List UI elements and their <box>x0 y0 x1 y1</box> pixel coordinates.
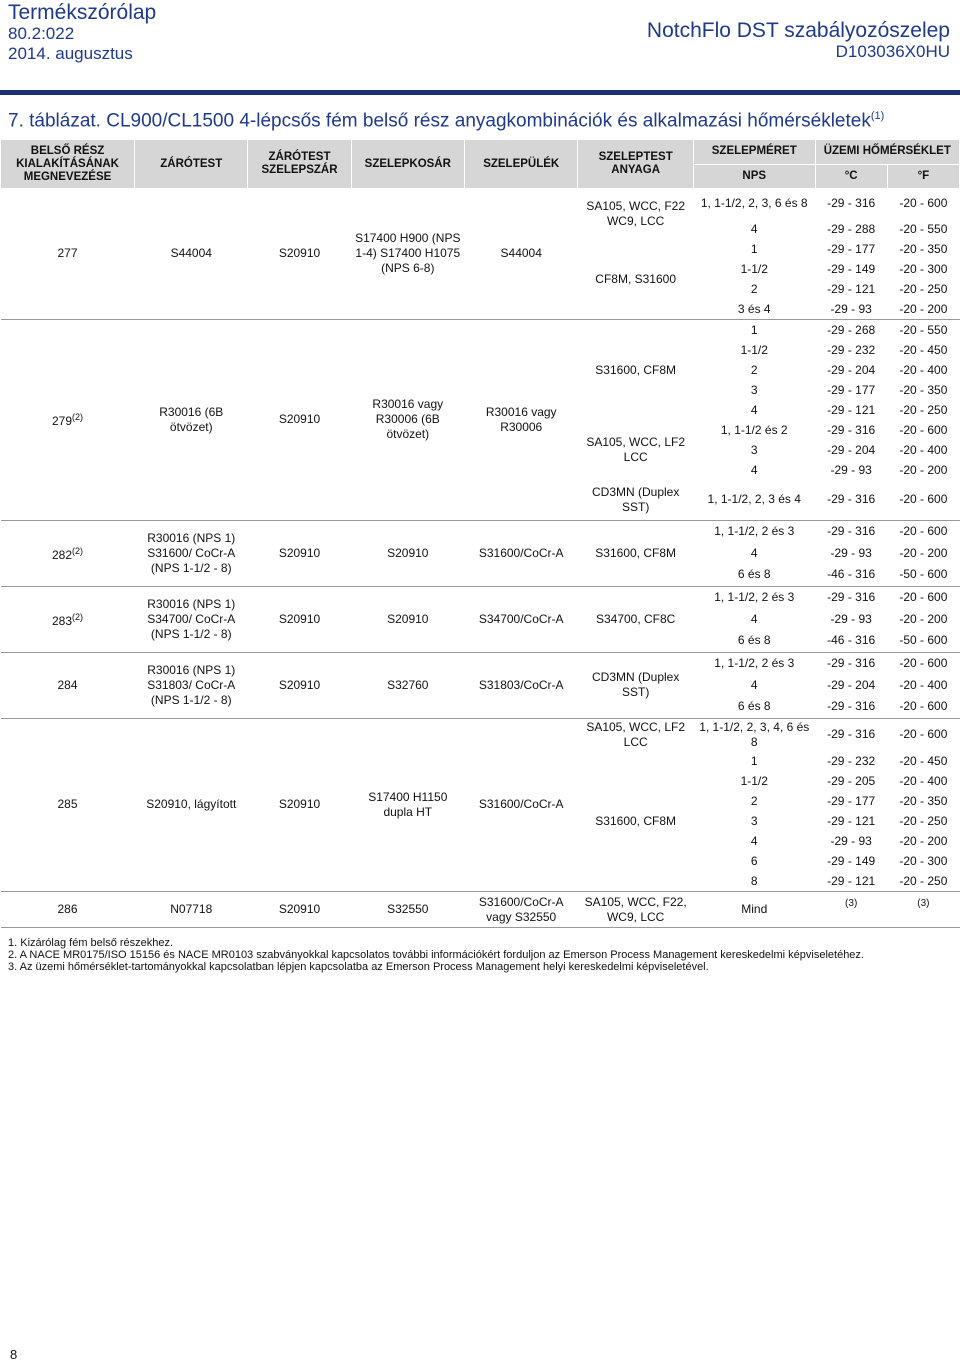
nps-cell: 1 <box>693 320 815 341</box>
col-trim: BELSŐ RÉSZ KIALAKÍTÁSÁNAK MEGNEVEZÉSE <box>1 140 135 188</box>
header-left <box>8 2 156 64</box>
table-row <box>1 892 960 928</box>
table-title <box>8 110 884 132</box>
temp-f-cell: -20 - 600 <box>899 196 948 210</box>
temp-f-cell: -20 - 400 <box>899 362 948 377</box>
trim-284: 284 <box>1 652 135 718</box>
nps-286: Mind <box>693 892 815 928</box>
col-f: °F <box>887 164 959 188</box>
cage-277: S17400 H900 (NPS 1-4) S17400 H1075 (NPS 6-8) <box>355 231 461 275</box>
footnote-3: 3. Az üzemi hőmérséklet-tartományokkal kapcsolatban lépjen kapcsolatba az Emerson Process Management helyi kereskedelmi képviseletével. <box>8 961 709 973</box>
temp-f-cell: -20 - 400 <box>899 773 948 788</box>
temp-f-cell: -20 - 350 <box>899 241 948 256</box>
body-285-1: SA105, WCC, LF2 LCC <box>578 718 693 751</box>
temp-f-cell: -50 - 600 <box>899 567 948 582</box>
cage-286: S32550 <box>351 892 464 928</box>
nps-cell: 2 <box>750 362 758 377</box>
nps-cell: 4 <box>750 677 758 692</box>
plug-286: N07718 <box>135 892 248 928</box>
col-cage: SZELEPKOSÁR <box>351 140 464 188</box>
plug-284: R30016 (NPS 1) S31803/ CoCr-A (NPS 1-1/2 - 8) <box>135 652 248 718</box>
trim-283 <box>1 586 135 652</box>
cage-283: S20910 <box>351 586 464 652</box>
temp-f-cell: -50 - 600 <box>899 633 948 648</box>
nps-cell: 1 <box>750 753 758 768</box>
footnote-2: 2. A NACE MR0175/ISO 15156 és NACE MR0103 szabványokkal kapcsolatos további információkért forduljon az Emerson Process Management kereskedelmi képviseletéhez. <box>8 949 864 961</box>
nps-cell: 1, 1-1/2, 2, 3, 6 és 8 <box>700 196 808 210</box>
nps-cell: 6 és 8 <box>737 633 771 648</box>
doc-date: 2014. augusztus <box>8 44 133 63</box>
plug-277: S44004 <box>170 246 212 260</box>
temp-c-cell: -46 - 316 <box>827 633 876 648</box>
doc-type: Termékszórólap <box>8 1 157 24</box>
table-row <box>1 586 960 608</box>
temp-f-cell: -20 - 550 <box>887 320 959 341</box>
temp-f-cell: -20 - 450 <box>899 342 948 357</box>
table-row <box>1 320 960 341</box>
trim-282 <box>1 520 135 586</box>
trim-286: 286 <box>1 892 135 928</box>
temp-c-cell: -29 - 121 <box>827 281 876 296</box>
nps-cell: 1, 1-1/2, 2 és 3 <box>693 652 815 674</box>
nps-cell: 3 és 4 <box>737 301 771 316</box>
temp-f-cell: -20 - 400 <box>899 442 948 457</box>
temp-c-cell: -29 - 316 <box>815 718 887 751</box>
temp-c-cell: -29 - 204 <box>827 442 876 457</box>
temp-f-cell: -20 - 600 <box>887 586 959 608</box>
nps-cell: 6 és 8 <box>737 699 771 714</box>
temp-c-cell: -29 - 121 <box>827 402 876 417</box>
seat-282: S31600/CoCr-A <box>465 520 578 586</box>
trim-277: 277 <box>57 246 78 260</box>
temp-f-cell: -20 - 350 <box>899 793 948 808</box>
temp-c-cell: -29 - 177 <box>827 241 876 256</box>
temp-c-cell: -29 - 316 <box>827 492 876 507</box>
temp-c-cell: -29 - 204 <box>827 362 876 377</box>
temp-c-cell: -29 - 93 <box>830 301 872 316</box>
body-282: S31600, CF8M <box>578 520 693 586</box>
trim-282-footnote: (2) <box>72 545 84 556</box>
table-row <box>1 652 960 674</box>
nps-cell: 4 <box>750 462 758 477</box>
cage-285: S17400 H1150 dupla HT <box>351 718 464 892</box>
stem-282: S20910 <box>248 520 351 586</box>
table-title-footnote: (1) <box>870 110 885 122</box>
temp-c-cell: -29 - 288 <box>827 221 876 236</box>
temp-f-cell: -20 - 400 <box>899 677 948 692</box>
temp-f-cell: -20 - 350 <box>899 382 948 397</box>
table-row <box>1 520 960 542</box>
trim-279-footnote: (2) <box>72 412 84 423</box>
trim-279 <box>1 320 135 521</box>
nps-cell: 1-1/2 <box>740 261 768 276</box>
col-nps: NPS <box>693 164 815 188</box>
temp-f-cell: -20 - 550 <box>899 221 948 236</box>
temp-f-cell: -20 - 250 <box>899 813 948 828</box>
temp-c-cell: -29 - 149 <box>827 261 876 276</box>
cage-284: S32760 <box>351 652 464 718</box>
temp-c-cell: -29 - 232 <box>827 342 876 357</box>
temp-f-cell: -20 - 600 <box>899 699 948 714</box>
nps-cell: 3 <box>750 442 758 457</box>
nps-cell: 1, 1-1/2, 2 és 3 <box>693 520 815 542</box>
trim-283-footnote: (2) <box>72 611 84 622</box>
temp-f-cell: -20 - 200 <box>899 611 948 626</box>
nps-cell: 2 <box>750 281 758 296</box>
body-279-1: S31600, CF8M <box>578 320 693 421</box>
nps-cell: 4 <box>750 402 758 417</box>
temp-f-286: (3) <box>887 892 959 928</box>
body-279-3: CD3MN (Duplex SST) <box>591 484 680 514</box>
col-plug: ZÁRÓTEST <box>135 140 248 188</box>
table-row <box>1 718 960 751</box>
header-right <box>647 20 950 62</box>
trim-285: 285 <box>1 718 135 892</box>
temp-c-cell: -29 - 316 <box>827 196 876 210</box>
col-size: SZELEPMÉRET <box>693 140 815 164</box>
temp-f-cell: -20 - 450 <box>899 753 948 768</box>
col-temp: ÜZEMI HŐMÉRSÉKLET <box>815 140 959 164</box>
body-285-2: S31600, CF8M <box>595 813 677 828</box>
temp-f-cell: -20 - 200 <box>899 833 948 848</box>
seat-286: S31600/CoCr-A vagy S32550 <box>465 892 578 928</box>
temp-c-cell: -29 - 232 <box>827 753 876 768</box>
temp-f-cell: -20 - 600 <box>899 492 948 507</box>
trim-282-label: 282 <box>52 547 73 562</box>
temp-f-cell: -20 - 250 <box>899 873 948 888</box>
temp-c-cell: -29 - 93 <box>830 611 872 626</box>
temp-c-cell: -29 - 316 <box>815 520 887 542</box>
nps-cell: 1, 1-1/2 és 2 <box>720 422 788 437</box>
temp-f-cell: -20 - 250 <box>899 402 948 417</box>
temp-c-cell: -29 - 93 <box>830 545 872 560</box>
nps-cell: 6 <box>750 853 758 868</box>
temp-c-cell: -29 - 121 <box>827 813 876 828</box>
stem-285: S20910 <box>248 718 351 892</box>
temp-f-cell: -20 - 300 <box>899 261 948 276</box>
seat-285: S31600/CoCr-A <box>465 718 578 892</box>
cage-282: S20910 <box>351 520 464 586</box>
nps-cell: 4 <box>750 611 758 626</box>
temp-f-cell: -20 - 200 <box>899 301 948 316</box>
temp-c-cell: -29 - 93 <box>830 833 872 848</box>
doc-code: 80.2:022 <box>8 24 75 43</box>
nps-cell: 6 és 8 <box>737 567 771 582</box>
body-286: SA105, WCC, F22, WC9, LCC <box>578 892 693 928</box>
temp-f-cell: -20 - 300 <box>899 853 948 868</box>
temp-c-cell: -46 - 316 <box>827 567 876 582</box>
temp-f-cell: -20 - 600 <box>899 422 948 437</box>
temp-f-cell: -20 - 600 <box>887 718 959 751</box>
plug-279: R30016 (6B ötvözet) <box>135 320 248 521</box>
body-277-1: SA105, WCC, F22 WC9, LCC <box>586 198 686 228</box>
nps-cell: 3 <box>750 382 758 397</box>
plug-285: S20910, lágyított <box>135 718 248 892</box>
stem-286: S20910 <box>248 892 351 928</box>
col-body: SZELEPTEST ANYAGA <box>578 140 693 188</box>
header-rule <box>0 90 960 95</box>
materials-table <box>0 140 960 928</box>
nps-cell: 4 <box>750 545 758 560</box>
cage-279: R30016 vagy R30006 (6B ötvözet) <box>351 320 464 521</box>
col-seat: SZELEPÜLÉK <box>465 140 578 188</box>
temp-c-cell: -29 - 316 <box>827 422 876 437</box>
body-283: S34700, CF8C <box>578 586 693 652</box>
temp-c-cell: -29 - 149 <box>827 853 876 868</box>
stem-283: S20910 <box>248 586 351 652</box>
nps-cell: 1, 1-1/2, 2, 3, 4, 6 és 8 <box>693 718 815 751</box>
temp-c-cell: -29 - 316 <box>815 652 887 674</box>
body-284: CD3MN (Duplex SST) <box>578 652 693 718</box>
page-number: 8 <box>10 1347 18 1362</box>
product-title: NotchFlo DST szabályozószelep <box>646 19 950 42</box>
temp-c-cell: -29 - 177 <box>827 382 876 397</box>
temp-c-cell: -29 - 268 <box>815 320 887 341</box>
seat-277: S44004 <box>500 246 542 260</box>
temp-c-cell: -29 - 205 <box>827 773 876 788</box>
footnote-1: 1. Kizárólag fém belső részekhez. <box>8 937 174 949</box>
trim-283-label: 283 <box>52 613 73 628</box>
nps-cell: 1 <box>750 241 758 256</box>
seat-279: R30016 vagy R30006 <box>465 320 578 521</box>
stem-277: S20910 <box>278 246 321 260</box>
temp-f-cell: -20 - 250 <box>899 281 948 296</box>
trim-279-label: 279 <box>52 414 73 429</box>
nps-cell: 4 <box>750 833 758 848</box>
col-stem: ZÁRÓTEST SZELEPSZÁR <box>248 140 351 188</box>
temp-f-cell: -20 - 200 <box>899 462 948 477</box>
col-c: °C <box>815 164 887 188</box>
nps-cell: 1, 1-1/2, 2 és 3 <box>693 586 815 608</box>
nps-cell: 4 <box>750 221 758 236</box>
doc-id: D103036X0HU <box>835 42 950 61</box>
seat-283: S34700/CoCr-A <box>465 586 578 652</box>
temp-c-cell: -29 - 93 <box>830 462 872 477</box>
temp-c-cell: -29 - 316 <box>827 699 876 714</box>
plug-282: R30016 (NPS 1) S31600/ CoCr-A (NPS 1-1/2 - 8) <box>135 520 248 586</box>
temp-c-cell: -29 - 177 <box>827 793 876 808</box>
nps-cell: 3 <box>750 813 758 828</box>
table-title-text: 7. táblázat. CL900/CL1500 4-lépcsős fém belső rész anyagkombinációk és alkalmazási hőmérsékletek <box>8 110 871 132</box>
plug-283: R30016 (NPS 1) S34700/ CoCr-A (NPS 1-1/2 - 8) <box>135 586 248 652</box>
temp-f-cell: -20 - 600 <box>887 520 959 542</box>
temp-c-286: (3) <box>815 892 887 928</box>
nps-cell: 1, 1-1/2, 2, 3 és 4 <box>707 492 801 507</box>
body-279-2: SA105, WCC, LF2 LCC <box>586 435 686 464</box>
temp-f-cell: -20 - 200 <box>899 545 948 560</box>
temp-c-cell: -29 - 121 <box>827 873 876 888</box>
temp-c-cell: -29 - 204 <box>827 677 876 692</box>
temp-c-cell: -29 - 316 <box>815 586 887 608</box>
stem-284: S20910 <box>248 652 351 718</box>
body-277-2: CF8M, S31600 <box>595 271 677 286</box>
stem-279: S20910 <box>248 320 351 521</box>
nps-cell: 1-1/2 <box>740 342 768 357</box>
table-row <box>1 188 960 219</box>
temp-f-cell: -20 - 600 <box>887 652 959 674</box>
nps-cell: 1-1/2 <box>740 773 768 788</box>
nps-cell: 2 <box>750 793 758 808</box>
nps-cell: 8 <box>750 873 758 888</box>
seat-284: S31803/CoCr-A <box>465 652 578 718</box>
